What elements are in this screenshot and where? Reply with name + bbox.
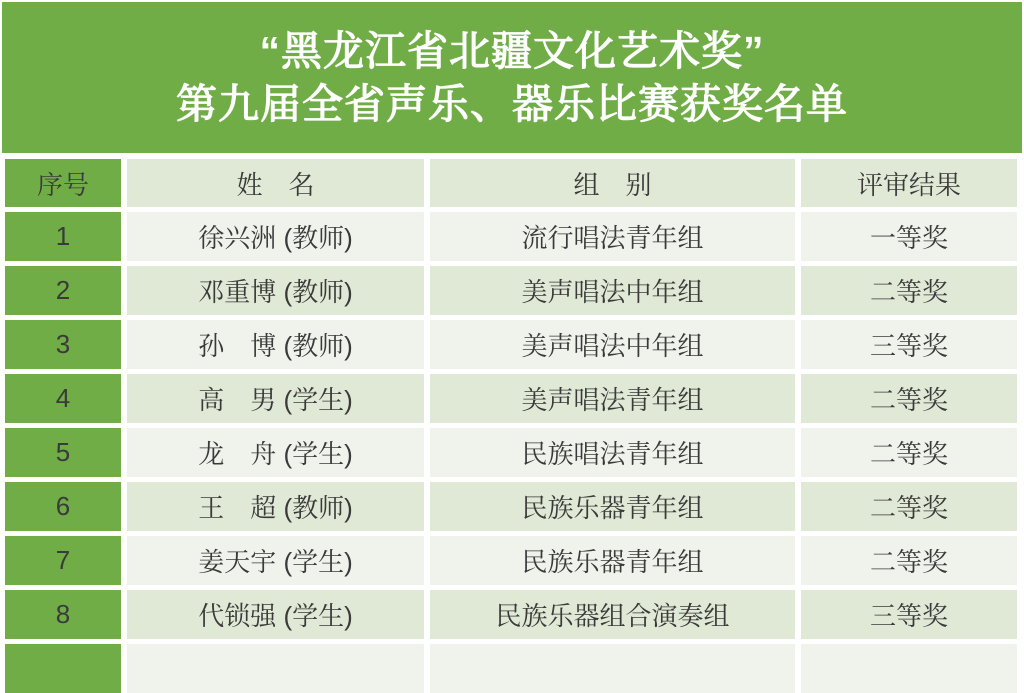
serial-cell: 4 xyxy=(5,374,121,423)
name-cell: 龙 舟 (学生) xyxy=(127,428,424,477)
group-cell: 美声唱法中年组 xyxy=(430,266,795,315)
name-cell: 孙 博 (教师) xyxy=(127,320,424,369)
group-cell: 民族唱法青年组 xyxy=(430,428,795,477)
serial-cell: 3 xyxy=(5,320,121,369)
serial-cell: 5 xyxy=(5,428,121,477)
name-cell: 徐兴洲 (教师) xyxy=(127,212,424,261)
name-cell xyxy=(127,644,424,693)
col-header-name: 姓 名 xyxy=(127,159,424,207)
group-cell: 流行唱法青年组 xyxy=(430,212,795,261)
result-cell: 二等奖 xyxy=(801,374,1017,423)
page-title-line-2: 第九届全省声乐、器乐比赛获奖名单 xyxy=(176,80,848,127)
col-header-group: 组 别 xyxy=(430,159,795,207)
group-cell xyxy=(430,644,795,693)
result-cell: 三等奖 xyxy=(801,320,1017,369)
result-cell: 二等奖 xyxy=(801,428,1017,477)
serial-cell: 7 xyxy=(5,536,121,585)
name-cell: 王 超 (教师) xyxy=(127,482,424,531)
group-cell: 民族乐器青年组 xyxy=(430,536,795,585)
col-header-result: 评审结果 xyxy=(801,159,1017,207)
page-title-line-1: “黑龙江省北疆文化艺术奖” xyxy=(259,27,765,74)
name-cell: 姜天宇 (学生) xyxy=(127,536,424,585)
name-cell: 邓重博 (教师) xyxy=(127,266,424,315)
result-cell xyxy=(801,644,1017,693)
group-cell: 民族乐器组合演奏组 xyxy=(430,590,795,639)
serial-cell: 8 xyxy=(5,590,121,639)
group-cell: 美声唱法青年组 xyxy=(430,374,795,423)
group-cell: 美声唱法中年组 xyxy=(430,320,795,369)
awards-table xyxy=(5,159,1017,693)
serial-cell: 2 xyxy=(5,266,121,315)
result-cell: 三等奖 xyxy=(801,590,1017,639)
name-cell: 高 男 (学生) xyxy=(127,374,424,423)
result-cell: 一等奖 xyxy=(801,212,1017,261)
serial-cell: 1 xyxy=(5,212,121,261)
title-banner xyxy=(2,2,1022,153)
result-cell: 二等奖 xyxy=(801,536,1017,585)
serial-cell xyxy=(5,644,121,693)
name-cell: 代锁强 (学生) xyxy=(127,590,424,639)
result-cell: 二等奖 xyxy=(801,482,1017,531)
col-header-serial: 序号 xyxy=(5,159,121,207)
group-cell: 民族乐器青年组 xyxy=(430,482,795,531)
result-cell: 二等奖 xyxy=(801,266,1017,315)
serial-cell: 6 xyxy=(5,482,121,531)
